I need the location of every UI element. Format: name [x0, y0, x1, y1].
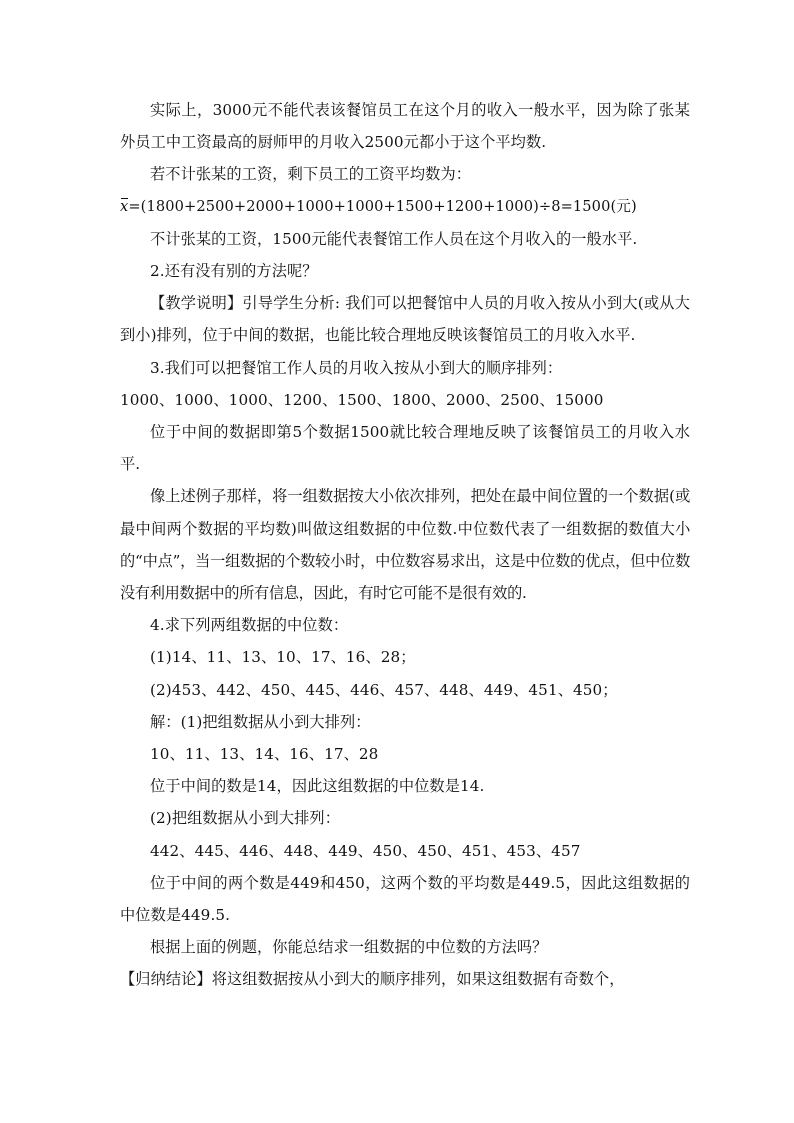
- median-result-2: 位于中间的两个数是449和450，这两个数的平均数是449.5，因此这组数据的中位数是449.5.: [120, 873, 690, 925]
- solution-part-2: (2)把组数据从小到大排列：: [150, 809, 340, 828]
- exercise-data-2: (2)453、442、450、445、446、457、448、449、451、450；: [150, 680, 618, 699]
- question-other-method: 2.还有没有别的方法呢？: [150, 262, 318, 281]
- exercise-4-title: 4.求下列两组数据的中位数：: [150, 616, 349, 635]
- x-bar-symbol: x: [120, 191, 128, 223]
- sorted-data-1: 10、11、13、14、16、17、28: [150, 745, 379, 764]
- conclusion-paragraph: 【归纳结论】将这组数据按从小到大的顺序排列，如果这组数据有奇数个，: [120, 970, 625, 989]
- teaching-note: 【教学说明】引导学生分析: 我们可以把餐馆中人员的月收入按从小到大(或从大到小)排列，位于中间的数据，也能比较合理地反映该餐馆员工的月收入水平.: [120, 294, 690, 345]
- summary-question: 根据上面的例题，你能总结求一组数据的中位数的方法吗？: [150, 938, 548, 957]
- sorted-data-2: 442、445、446、448、449、450、450、451、453、457: [150, 841, 581, 860]
- paragraph-exclude-zhang: 若不计张某的工资，剩下员工的工资平均数为：: [150, 165, 472, 184]
- paragraph-fifth-value: 位于中间的数据即第5个数据1500就比较合理地反映了该餐馆员工的月收入水平.: [120, 423, 690, 474]
- paragraph-1500-representative: 不计张某的工资，1500元能代表餐馆工作人员在这个月收入的一般水平.: [150, 229, 638, 248]
- median-result-1: 位于中间的数是14，因此这组数据的中位数是14.: [150, 777, 485, 796]
- exercise-data-1: (1)14、11、13、10、17、16、28；: [150, 648, 416, 667]
- solution-part-1: 解：(1)把组数据从小到大排列：: [150, 712, 371, 731]
- step-3-sort-incomes: 3.我们可以把餐馆工作人员的月收入按从小到大的顺序排列：: [150, 358, 563, 377]
- paragraph-average-not-representative: 实际上，3000元不能代表该餐馆员工在这个月的收入一般水平，因为除了张某外员工中工资最高的厨师甲的月收入2500元都小于这个平均数.: [120, 101, 690, 152]
- sorted-income-list: 1000、1000、1000、1200、1500、1800、2000、2500、15000: [120, 390, 604, 409]
- document-body: [120, 94, 690, 996]
- formula-expression: =(1800+2500+2000+1000+1000+1500+1200+1000)÷8=1500(元): [128, 197, 637, 215]
- median-definition: 像上述例子那样，将一组数据按大小依次排列，把处在最中间位置的一个数据(或最中间两个数据的平均数)叫做这组数据的中位数.中位数代表了一组数据的数值大小的“中点”，当一组数据的个数较小时，中位数容易求出，这是中位数的优点，但中位数没有利用数据中的所有信息，因此，有时它可能不是很有效的.: [120, 487, 690, 603]
- mean-formula: [120, 191, 690, 223]
